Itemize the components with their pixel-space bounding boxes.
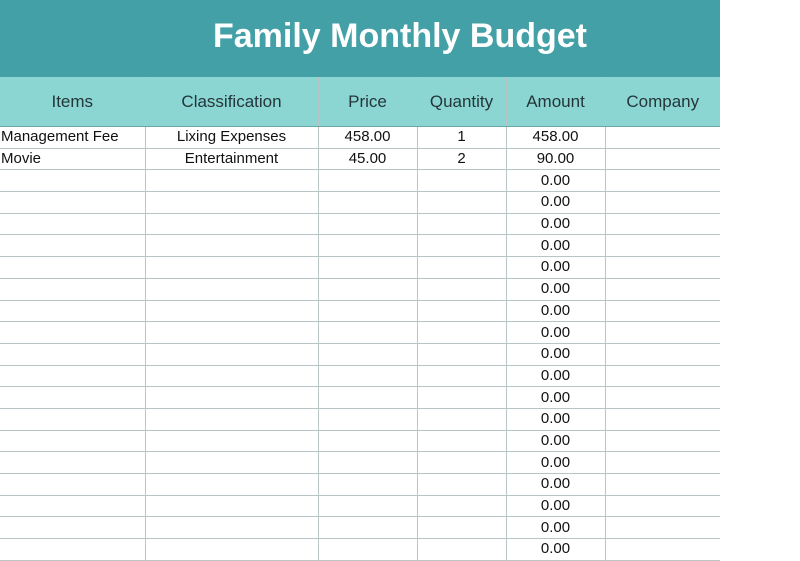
cell-quantity[interactable]: [417, 235, 506, 257]
cell-company[interactable]: [605, 192, 720, 214]
cell-item[interactable]: [0, 300, 145, 322]
cell-quantity[interactable]: [417, 192, 506, 214]
table-row: [0, 365, 720, 387]
cell-item[interactable]: [0, 322, 145, 344]
cell-amount[interactable]: 0.00: [506, 278, 605, 300]
cell-company[interactable]: [605, 517, 720, 539]
cell-amount[interactable]: 0.00: [506, 452, 605, 474]
cell-item[interactable]: [0, 430, 145, 452]
cell-price[interactable]: [318, 387, 417, 409]
cell-quantity[interactable]: [417, 257, 506, 279]
cell-quantity[interactable]: 1: [417, 127, 506, 149]
cell-classification[interactable]: Entertainment: [145, 148, 318, 170]
cell-classification[interactable]: [145, 213, 318, 235]
cell-item[interactable]: [0, 213, 145, 235]
cell-item[interactable]: Management Fee: [0, 127, 145, 149]
column-header-amount[interactable]: Amount: [506, 77, 605, 127]
cell-item[interactable]: [0, 452, 145, 474]
cell-quantity[interactable]: [417, 495, 506, 517]
cell-amount[interactable]: 0.00: [506, 170, 605, 192]
cell-amount[interactable]: 458.00: [506, 127, 605, 149]
cell-classification[interactable]: [145, 387, 318, 409]
cell-price[interactable]: [318, 495, 417, 517]
cell-classification[interactable]: [145, 452, 318, 474]
cell-price[interactable]: [318, 430, 417, 452]
cell-amount[interactable]: 0.00: [506, 213, 605, 235]
cell-company[interactable]: [605, 170, 720, 192]
cell-company[interactable]: [605, 408, 720, 430]
cell-item[interactable]: [0, 235, 145, 257]
cell-quantity[interactable]: [417, 170, 506, 192]
cell-amount[interactable]: 0.00: [506, 192, 605, 214]
cell-classification[interactable]: [145, 300, 318, 322]
cell-item[interactable]: [0, 539, 145, 561]
cell-price[interactable]: [318, 474, 417, 496]
cell-classification[interactable]: [145, 235, 318, 257]
cell-quantity[interactable]: [417, 365, 506, 387]
cell-item[interactable]: [0, 474, 145, 496]
column-header-company[interactable]: Company: [605, 77, 720, 127]
cell-company[interactable]: [605, 430, 720, 452]
cell-quantity[interactable]: [417, 343, 506, 365]
cell-quantity[interactable]: [417, 452, 506, 474]
cell-item[interactable]: [0, 408, 145, 430]
cell-price[interactable]: [318, 408, 417, 430]
cell-company[interactable]: [605, 365, 720, 387]
cell-quantity[interactable]: [417, 278, 506, 300]
cell-company[interactable]: [605, 127, 720, 149]
cell-quantity[interactable]: [417, 539, 506, 561]
cell-quantity[interactable]: [417, 474, 506, 496]
cell-amount[interactable]: 0.00: [506, 408, 605, 430]
cell-price[interactable]: [318, 539, 417, 561]
cell-item[interactable]: [0, 365, 145, 387]
cell-item[interactable]: [0, 192, 145, 214]
cell-amount[interactable]: 0.00: [506, 474, 605, 496]
cell-price[interactable]: [318, 278, 417, 300]
table-row: [0, 257, 720, 279]
cell-classification[interactable]: [145, 517, 318, 539]
cell-amount[interactable]: 0.00: [506, 343, 605, 365]
cell-company[interactable]: [605, 322, 720, 344]
cell-amount[interactable]: 0.00: [506, 235, 605, 257]
table-row: [0, 300, 720, 322]
header-row: [0, 77, 720, 127]
cell-classification[interactable]: [145, 170, 318, 192]
cell-price[interactable]: [318, 322, 417, 344]
cell-company[interactable]: [605, 235, 720, 257]
table-row: [0, 235, 720, 257]
cell-price[interactable]: [318, 235, 417, 257]
cell-company[interactable]: [605, 495, 720, 517]
cell-item[interactable]: [0, 517, 145, 539]
table-row: [0, 452, 720, 474]
column-header-price[interactable]: Price: [318, 77, 417, 127]
table-row: [0, 127, 720, 149]
cell-amount[interactable]: 0.00: [506, 365, 605, 387]
title-bar: [0, 0, 720, 77]
cell-company[interactable]: [605, 539, 720, 561]
cell-amount[interactable]: 0.00: [506, 517, 605, 539]
cell-quantity[interactable]: [417, 213, 506, 235]
cell-classification[interactable]: Lixing Expenses: [145, 127, 318, 149]
cell-company[interactable]: [605, 278, 720, 300]
cell-amount[interactable]: 90.00: [506, 148, 605, 170]
cell-company[interactable]: [605, 300, 720, 322]
cell-company[interactable]: [605, 257, 720, 279]
cell-classification[interactable]: [145, 322, 318, 344]
table-row: [0, 148, 720, 170]
cell-price[interactable]: [318, 343, 417, 365]
cell-item[interactable]: [0, 278, 145, 300]
cell-item[interactable]: [0, 257, 145, 279]
cell-price[interactable]: [318, 517, 417, 539]
cell-classification[interactable]: [145, 474, 318, 496]
cell-amount[interactable]: 0.00: [506, 539, 605, 561]
cell-price[interactable]: [318, 365, 417, 387]
table-row: [0, 278, 720, 300]
cell-item[interactable]: [0, 495, 145, 517]
table-row: [0, 343, 720, 365]
cell-amount[interactable]: 0.00: [506, 322, 605, 344]
cell-quantity[interactable]: [417, 430, 506, 452]
table-row: [0, 517, 720, 539]
cell-company[interactable]: [605, 452, 720, 474]
budget-table: [0, 77, 720, 561]
cell-quantity[interactable]: [417, 322, 506, 344]
cell-price[interactable]: [318, 213, 417, 235]
cell-quantity[interactable]: 2: [417, 148, 506, 170]
column-header-items[interactable]: Items: [0, 77, 145, 127]
cell-amount[interactable]: 0.00: [506, 495, 605, 517]
table-row: [0, 192, 720, 214]
cell-quantity[interactable]: [417, 408, 506, 430]
cell-price[interactable]: [318, 300, 417, 322]
table-row: [0, 170, 720, 192]
cell-item[interactable]: [0, 343, 145, 365]
table-row: [0, 474, 720, 496]
cell-amount[interactable]: 0.00: [506, 430, 605, 452]
cell-quantity[interactable]: [417, 517, 506, 539]
cell-item[interactable]: [0, 170, 145, 192]
cell-price[interactable]: [318, 452, 417, 474]
cell-classification[interactable]: [145, 365, 318, 387]
table-row: [0, 539, 720, 561]
cell-company[interactable]: [605, 474, 720, 496]
cell-price[interactable]: [318, 170, 417, 192]
table-row: [0, 322, 720, 344]
cell-quantity[interactable]: [417, 300, 506, 322]
cell-company[interactable]: [605, 387, 720, 409]
cell-price[interactable]: [318, 192, 417, 214]
cell-amount[interactable]: 0.00: [506, 300, 605, 322]
cell-quantity[interactable]: [417, 387, 506, 409]
cell-price[interactable]: 45.00: [318, 148, 417, 170]
cell-company[interactable]: [605, 148, 720, 170]
cell-item[interactable]: Movie: [0, 148, 145, 170]
table-row: [0, 387, 720, 409]
cell-classification[interactable]: [145, 343, 318, 365]
column-header-quantity[interactable]: Quantity: [417, 77, 506, 127]
cell-amount[interactable]: 0.00: [506, 387, 605, 409]
cell-price[interactable]: 458.00: [318, 127, 417, 149]
page-title: Family Monthly Budget: [213, 17, 587, 55]
column-header-classification[interactable]: Classification: [145, 77, 318, 127]
cell-classification[interactable]: [145, 539, 318, 561]
cell-price[interactable]: [318, 257, 417, 279]
table-body: [0, 127, 720, 561]
cell-company[interactable]: [605, 343, 720, 365]
table-row: [0, 495, 720, 517]
cell-classification[interactable]: [145, 257, 318, 279]
cell-amount[interactable]: 0.00: [506, 257, 605, 279]
cell-company[interactable]: [605, 213, 720, 235]
cell-classification[interactable]: [145, 408, 318, 430]
table-row: [0, 430, 720, 452]
table-row: [0, 213, 720, 235]
cell-classification[interactable]: [145, 495, 318, 517]
cell-classification[interactable]: [145, 192, 318, 214]
cell-classification[interactable]: [145, 430, 318, 452]
cell-item[interactable]: [0, 387, 145, 409]
cell-classification[interactable]: [145, 278, 318, 300]
table-row: [0, 408, 720, 430]
